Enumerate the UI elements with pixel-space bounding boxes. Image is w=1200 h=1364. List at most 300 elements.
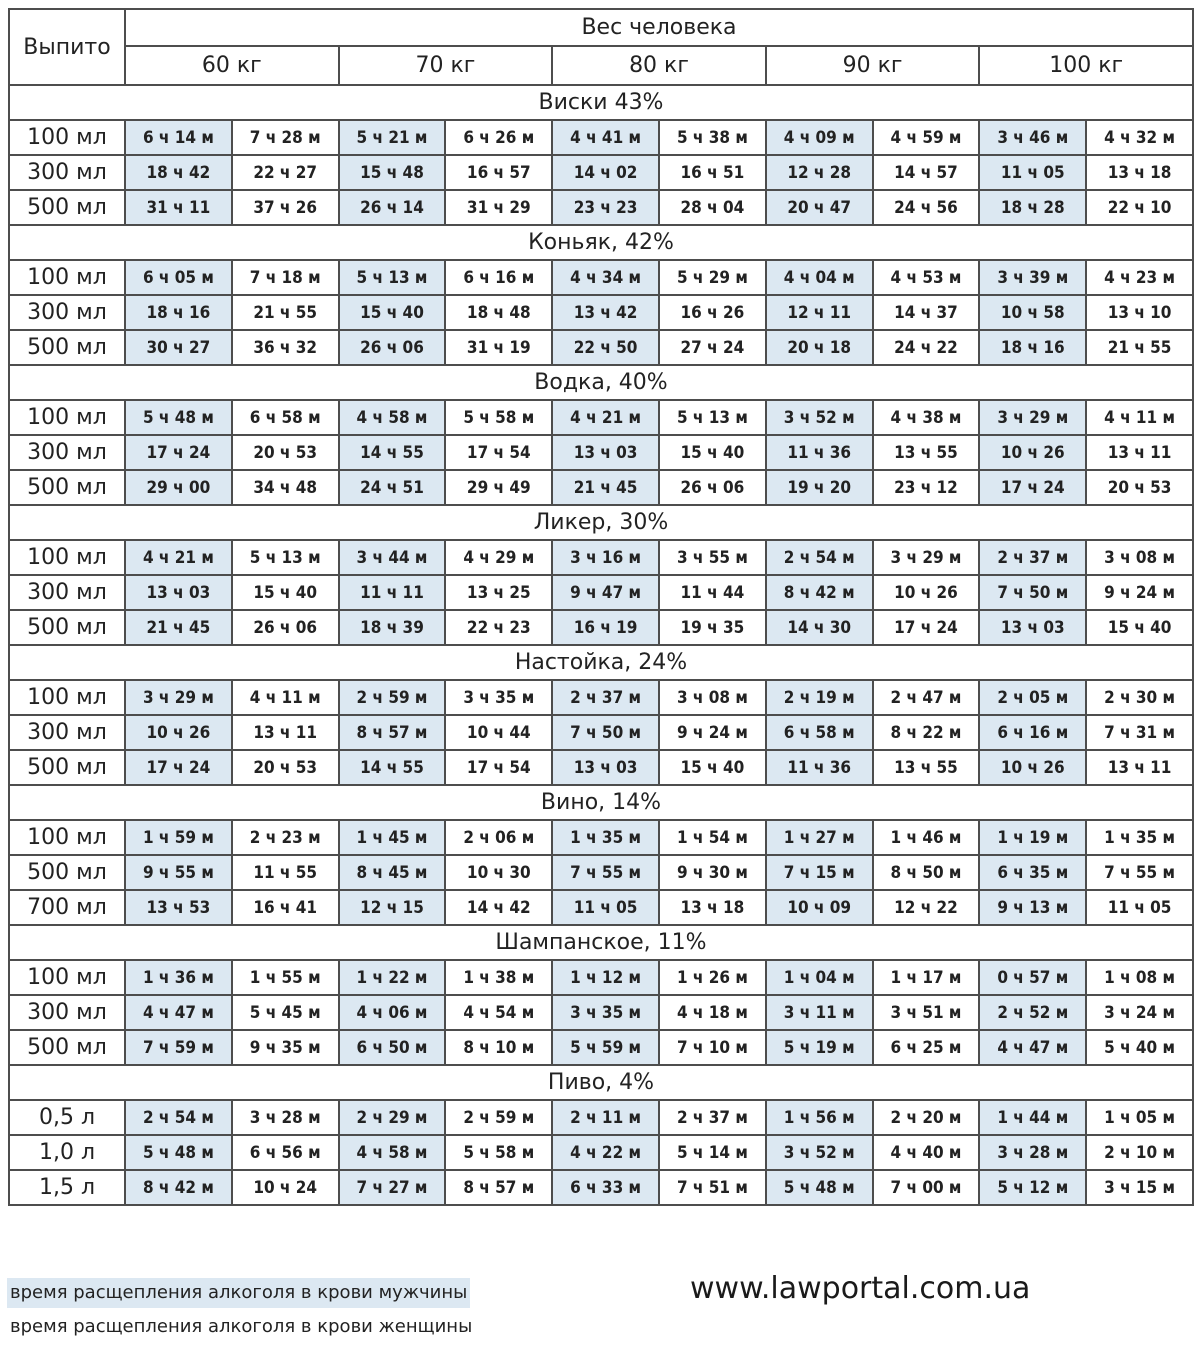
female-time-cell: 1 ч 38 м <box>445 960 552 995</box>
male-time-cell: 5 ч 48 м <box>125 1135 232 1170</box>
female-time-cell: 15 ч 40 <box>1086 610 1193 645</box>
male-time-cell: 7 ч 50 м <box>979 575 1086 610</box>
male-time-cell: 21 ч 45 <box>125 610 232 645</box>
male-time-cell: 10 ч 26 <box>979 750 1086 785</box>
female-time-cell: 21 ч 55 <box>232 295 339 330</box>
volume-cell: 100 мл <box>9 820 125 855</box>
female-time-cell: 13 ч 18 <box>659 890 766 925</box>
female-time-cell: 15 ч 40 <box>659 750 766 785</box>
female-time-cell: 1 ч 17 м <box>873 960 980 995</box>
male-time-cell: 1 ч 19 м <box>979 820 1086 855</box>
male-time-cell: 17 ч 24 <box>125 435 232 470</box>
male-time-cell: 8 ч 45 м <box>339 855 446 890</box>
female-time-cell: 7 ч 51 м <box>659 1170 766 1205</box>
male-time-cell: 6 ч 58 м <box>766 715 873 750</box>
table-row <box>9 330 1193 365</box>
male-time-cell: 4 ч 58 м <box>339 400 446 435</box>
male-time-cell: 15 ч 48 <box>339 155 446 190</box>
male-time-cell: 2 ч 37 м <box>979 540 1086 575</box>
male-time-cell: 1 ч 59 м <box>125 820 232 855</box>
male-time-cell: 15 ч 40 <box>339 295 446 330</box>
female-time-cell: 3 ч 08 м <box>1086 540 1193 575</box>
male-time-cell: 2 ч 37 м <box>552 680 659 715</box>
female-time-cell: 4 ч 11 м <box>1086 400 1193 435</box>
section-header-row <box>9 225 1193 260</box>
male-time-cell: 13 ч 03 <box>552 750 659 785</box>
volume-cell: 100 мл <box>9 960 125 995</box>
volume-cell: 1,5 л <box>9 1170 125 1205</box>
female-time-cell: 16 ч 57 <box>445 155 552 190</box>
header-row-top <box>9 9 1193 46</box>
section-header-row <box>9 85 1193 120</box>
male-time-cell: 1 ч 56 м <box>766 1100 873 1135</box>
female-time-cell: 5 ч 14 м <box>659 1135 766 1170</box>
male-time-cell: 26 ч 14 <box>339 190 446 225</box>
male-time-cell: 11 ч 05 <box>979 155 1086 190</box>
volume-cell: 100 мл <box>9 400 125 435</box>
male-time-cell: 8 ч 42 м <box>766 575 873 610</box>
table-row <box>9 155 1193 190</box>
male-time-cell: 18 ч 16 <box>979 330 1086 365</box>
male-time-cell: 20 ч 47 <box>766 190 873 225</box>
header-row-weights <box>9 46 1193 85</box>
male-time-cell: 1 ч 45 м <box>339 820 446 855</box>
volume-cell: 700 мл <box>9 890 125 925</box>
female-time-cell: 29 ч 49 <box>445 470 552 505</box>
male-time-cell: 3 ч 28 м <box>979 1135 1086 1170</box>
table-row <box>9 750 1193 785</box>
volume-cell: 0,5 л <box>9 1100 125 1135</box>
male-time-cell: 30 ч 27 <box>125 330 232 365</box>
male-time-cell: 18 ч 28 <box>979 190 1086 225</box>
section-header-row <box>9 925 1193 960</box>
female-time-cell: 7 ч 31 м <box>1086 715 1193 750</box>
volume-cell: 1,0 л <box>9 1135 125 1170</box>
male-time-cell: 10 ч 26 <box>979 435 1086 470</box>
female-time-cell: 3 ч 35 м <box>445 680 552 715</box>
section-title: Ликер, 30% <box>9 505 1193 540</box>
volume-cell: 500 мл <box>9 610 125 645</box>
website-url: www.lawportal.com.ua <box>690 1271 1031 1306</box>
female-time-cell: 28 ч 04 <box>659 190 766 225</box>
female-time-cell: 4 ч 53 м <box>873 260 980 295</box>
male-time-cell: 20 ч 18 <box>766 330 873 365</box>
female-time-cell: 1 ч 08 м <box>1086 960 1193 995</box>
male-time-cell: 3 ч 44 м <box>339 540 446 575</box>
female-time-cell: 15 ч 40 <box>659 435 766 470</box>
male-time-cell: 2 ч 11 м <box>552 1100 659 1135</box>
male-time-cell: 29 ч 00 <box>125 470 232 505</box>
female-time-cell: 10 ч 26 <box>873 575 980 610</box>
female-time-cell: 6 ч 58 м <box>232 400 339 435</box>
female-time-cell: 2 ч 47 м <box>873 680 980 715</box>
female-time-cell: 13 ч 55 <box>873 750 980 785</box>
male-time-cell: 5 ч 59 м <box>552 1030 659 1065</box>
male-time-cell: 13 ч 03 <box>125 575 232 610</box>
female-time-cell: 3 ч 29 м <box>873 540 980 575</box>
volume-cell: 500 мл <box>9 470 125 505</box>
table-row <box>9 260 1193 295</box>
male-time-cell: 3 ч 52 м <box>766 1135 873 1170</box>
male-time-cell: 4 ч 09 м <box>766 120 873 155</box>
male-time-cell: 10 ч 58 <box>979 295 1086 330</box>
male-time-cell: 2 ч 52 м <box>979 995 1086 1030</box>
alcohol-table-container <box>8 8 1192 1206</box>
section-title: Водка, 40% <box>9 365 1193 400</box>
male-time-cell: 4 ч 47 м <box>125 995 232 1030</box>
volume-cell: 100 мл <box>9 680 125 715</box>
female-time-cell: 7 ч 18 м <box>232 260 339 295</box>
male-time-cell: 3 ч 16 м <box>552 540 659 575</box>
male-time-cell: 11 ч 11 <box>339 575 446 610</box>
female-time-cell: 5 ч 13 м <box>659 400 766 435</box>
female-time-cell: 4 ч 11 м <box>232 680 339 715</box>
male-time-cell: 1 ч 22 м <box>339 960 446 995</box>
male-time-cell: 24 ч 51 <box>339 470 446 505</box>
table-row <box>9 995 1193 1030</box>
male-time-cell: 5 ч 48 м <box>766 1170 873 1205</box>
male-time-cell: 7 ч 50 м <box>552 715 659 750</box>
male-time-cell: 12 ч 28 <box>766 155 873 190</box>
female-time-cell: 10 ч 24 <box>232 1170 339 1205</box>
male-time-cell: 3 ч 46 м <box>979 120 1086 155</box>
table-row <box>9 1170 1193 1205</box>
weight-100: 100 кг <box>979 46 1193 85</box>
male-time-cell: 2 ч 29 м <box>339 1100 446 1135</box>
female-time-cell: 13 ч 10 <box>1086 295 1193 330</box>
female-time-cell: 3 ч 15 м <box>1086 1170 1193 1205</box>
male-time-cell: 6 ч 14 м <box>125 120 232 155</box>
female-time-cell: 5 ч 45 м <box>232 995 339 1030</box>
female-time-cell: 2 ч 30 м <box>1086 680 1193 715</box>
female-time-cell: 5 ч 58 м <box>445 400 552 435</box>
female-time-cell: 4 ч 32 м <box>1086 120 1193 155</box>
female-time-cell: 13 ч 11 <box>1086 750 1193 785</box>
weight-80: 80 кг <box>552 46 766 85</box>
female-time-cell: 37 ч 26 <box>232 190 339 225</box>
female-time-cell: 1 ч 54 м <box>659 820 766 855</box>
table-row <box>9 1135 1193 1170</box>
male-time-cell: 4 ч 21 м <box>552 400 659 435</box>
male-time-cell: 6 ч 50 м <box>339 1030 446 1065</box>
female-time-cell: 7 ч 10 м <box>659 1030 766 1065</box>
male-time-cell: 14 ч 55 <box>339 435 446 470</box>
female-time-cell: 5 ч 13 м <box>232 540 339 575</box>
female-time-cell: 18 ч 48 <box>445 295 552 330</box>
female-time-cell: 19 ч 35 <box>659 610 766 645</box>
volume-cell: 300 мл <box>9 715 125 750</box>
female-time-cell: 2 ч 20 м <box>873 1100 980 1135</box>
female-time-cell: 17 ч 54 <box>445 435 552 470</box>
male-time-cell: 4 ч 58 м <box>339 1135 446 1170</box>
female-time-cell: 6 ч 26 м <box>445 120 552 155</box>
female-time-cell: 5 ч 38 м <box>659 120 766 155</box>
male-time-cell: 1 ч 44 м <box>979 1100 1086 1135</box>
female-time-cell: 34 ч 48 <box>232 470 339 505</box>
female-time-cell: 4 ч 59 м <box>873 120 980 155</box>
male-time-cell: 4 ч 04 м <box>766 260 873 295</box>
table-row <box>9 540 1193 575</box>
female-time-cell: 24 ч 22 <box>873 330 980 365</box>
female-time-cell: 4 ч 40 м <box>873 1135 980 1170</box>
female-time-cell: 8 ч 22 м <box>873 715 980 750</box>
female-time-cell: 1 ч 05 м <box>1086 1100 1193 1135</box>
male-time-cell: 10 ч 26 <box>125 715 232 750</box>
male-time-cell: 17 ч 24 <box>979 470 1086 505</box>
female-time-cell: 11 ч 44 <box>659 575 766 610</box>
section-header-row <box>9 1065 1193 1100</box>
female-time-cell: 20 ч 53 <box>1086 470 1193 505</box>
legend-male: время расщепления алкоголя в крови мужчины <box>7 1278 470 1308</box>
male-time-cell: 3 ч 29 м <box>125 680 232 715</box>
male-time-cell: 3 ч 39 м <box>979 260 1086 295</box>
male-time-cell: 8 ч 57 м <box>339 715 446 750</box>
table-row <box>9 890 1193 925</box>
male-time-cell: 13 ч 53 <box>125 890 232 925</box>
male-time-cell: 5 ч 21 м <box>339 120 446 155</box>
male-time-cell: 13 ч 03 <box>979 610 1086 645</box>
section-title: Виски 43% <box>9 85 1193 120</box>
female-time-cell: 8 ч 57 м <box>445 1170 552 1205</box>
male-time-cell: 6 ч 33 м <box>552 1170 659 1205</box>
table-body <box>9 9 1193 1205</box>
male-time-cell: 2 ч 54 м <box>125 1100 232 1135</box>
female-time-cell: 8 ч 50 м <box>873 855 980 890</box>
male-time-cell: 6 ч 35 м <box>979 855 1086 890</box>
female-time-cell: 9 ч 30 м <box>659 855 766 890</box>
drunk-header: Выпито <box>9 9 125 85</box>
male-time-cell: 7 ч 59 м <box>125 1030 232 1065</box>
female-time-cell: 4 ч 18 м <box>659 995 766 1030</box>
section-header-row <box>9 365 1193 400</box>
female-time-cell: 23 ч 12 <box>873 470 980 505</box>
male-time-cell: 6 ч 05 м <box>125 260 232 295</box>
male-time-cell: 12 ч 11 <box>766 295 873 330</box>
female-time-cell: 17 ч 54 <box>445 750 552 785</box>
section-header-row <box>9 645 1193 680</box>
legend-female: время расщепления алкоголя в крови женщины <box>7 1312 475 1342</box>
female-time-cell: 1 ч 55 м <box>232 960 339 995</box>
male-time-cell: 18 ч 39 <box>339 610 446 645</box>
male-time-cell: 11 ч 05 <box>552 890 659 925</box>
male-time-cell: 13 ч 03 <box>552 435 659 470</box>
female-time-cell: 3 ч 28 м <box>232 1100 339 1135</box>
volume-cell: 500 мл <box>9 1030 125 1065</box>
male-time-cell: 4 ч 22 м <box>552 1135 659 1170</box>
volume-cell: 300 мл <box>9 435 125 470</box>
male-time-cell: 2 ч 59 м <box>339 680 446 715</box>
male-time-cell: 4 ч 21 м <box>125 540 232 575</box>
volume-cell: 500 мл <box>9 855 125 890</box>
female-time-cell: 3 ч 55 м <box>659 540 766 575</box>
female-time-cell: 20 ч 53 <box>232 750 339 785</box>
female-time-cell: 10 ч 30 <box>445 855 552 890</box>
female-time-cell: 22 ч 10 <box>1086 190 1193 225</box>
male-time-cell: 1 ч 12 м <box>552 960 659 995</box>
female-time-cell: 36 ч 32 <box>232 330 339 365</box>
weight-70: 70 кг <box>339 46 553 85</box>
female-time-cell: 26 ч 06 <box>232 610 339 645</box>
male-time-cell: 1 ч 04 м <box>766 960 873 995</box>
female-time-cell: 5 ч 58 м <box>445 1135 552 1170</box>
male-time-cell: 9 ч 55 м <box>125 855 232 890</box>
male-time-cell: 6 ч 16 м <box>979 715 1086 750</box>
table-row <box>9 190 1193 225</box>
female-time-cell: 13 ч 11 <box>1086 435 1193 470</box>
male-time-cell: 4 ч 06 м <box>339 995 446 1030</box>
female-time-cell: 22 ч 23 <box>445 610 552 645</box>
weight-60: 60 кг <box>125 46 339 85</box>
female-time-cell: 2 ч 10 м <box>1086 1135 1193 1170</box>
female-time-cell: 27 ч 24 <box>659 330 766 365</box>
male-time-cell: 9 ч 47 м <box>552 575 659 610</box>
female-time-cell: 1 ч 26 м <box>659 960 766 995</box>
male-time-cell: 7 ч 15 м <box>766 855 873 890</box>
female-time-cell: 6 ч 56 м <box>232 1135 339 1170</box>
female-time-cell: 12 ч 22 <box>873 890 980 925</box>
section-header-row <box>9 785 1193 820</box>
male-time-cell: 19 ч 20 <box>766 470 873 505</box>
female-time-cell: 3 ч 24 м <box>1086 995 1193 1030</box>
male-time-cell: 11 ч 36 <box>766 750 873 785</box>
female-time-cell: 2 ч 37 м <box>659 1100 766 1135</box>
female-time-cell: 2 ч 59 м <box>445 1100 552 1135</box>
volume-cell: 300 мл <box>9 155 125 190</box>
male-time-cell: 14 ч 02 <box>552 155 659 190</box>
female-time-cell: 6 ч 25 м <box>873 1030 980 1065</box>
volume-cell: 100 мл <box>9 260 125 295</box>
table-row <box>9 295 1193 330</box>
female-time-cell: 9 ч 24 м <box>659 715 766 750</box>
table-row <box>9 715 1193 750</box>
female-time-cell: 3 ч 51 м <box>873 995 980 1030</box>
female-time-cell: 17 ч 24 <box>873 610 980 645</box>
alcohol-elimination-table <box>8 8 1194 1206</box>
male-time-cell: 3 ч 52 м <box>766 400 873 435</box>
table-row <box>9 1100 1193 1135</box>
male-time-cell: 4 ч 47 м <box>979 1030 1086 1065</box>
male-time-cell: 5 ч 48 м <box>125 400 232 435</box>
female-time-cell: 11 ч 05 <box>1086 890 1193 925</box>
female-time-cell: 5 ч 40 м <box>1086 1030 1193 1065</box>
female-time-cell: 22 ч 27 <box>232 155 339 190</box>
male-time-cell: 5 ч 12 м <box>979 1170 1086 1205</box>
male-time-cell: 1 ч 36 м <box>125 960 232 995</box>
female-time-cell: 13 ч 55 <box>873 435 980 470</box>
female-time-cell: 4 ч 38 м <box>873 400 980 435</box>
female-time-cell: 31 ч 29 <box>445 190 552 225</box>
male-time-cell: 23 ч 23 <box>552 190 659 225</box>
female-time-cell: 8 ч 10 м <box>445 1030 552 1065</box>
male-time-cell: 26 ч 06 <box>339 330 446 365</box>
female-time-cell: 10 ч 44 <box>445 715 552 750</box>
section-title: Пиво, 4% <box>9 1065 1193 1100</box>
female-time-cell: 20 ч 53 <box>232 435 339 470</box>
volume-cell: 100 мл <box>9 540 125 575</box>
male-time-cell: 0 ч 57 м <box>979 960 1086 995</box>
female-time-cell: 11 ч 55 <box>232 855 339 890</box>
male-time-cell: 10 ч 09 <box>766 890 873 925</box>
female-time-cell: 7 ч 55 м <box>1086 855 1193 890</box>
table-row <box>9 470 1193 505</box>
volume-cell: 300 мл <box>9 575 125 610</box>
female-time-cell: 16 ч 51 <box>659 155 766 190</box>
male-time-cell: 18 ч 42 <box>125 155 232 190</box>
male-time-cell: 1 ч 27 м <box>766 820 873 855</box>
table-row <box>9 960 1193 995</box>
female-time-cell: 3 ч 08 м <box>659 680 766 715</box>
male-time-cell: 7 ч 27 м <box>339 1170 446 1205</box>
female-time-cell: 15 ч 40 <box>232 575 339 610</box>
female-time-cell: 14 ч 57 <box>873 155 980 190</box>
section-title: Вино, 14% <box>9 785 1193 820</box>
male-time-cell: 31 ч 11 <box>125 190 232 225</box>
male-time-cell: 11 ч 36 <box>766 435 873 470</box>
male-time-cell: 3 ч 35 м <box>552 995 659 1030</box>
male-time-cell: 16 ч 19 <box>552 610 659 645</box>
male-time-cell: 5 ч 19 м <box>766 1030 873 1065</box>
male-time-cell: 14 ч 30 <box>766 610 873 645</box>
female-time-cell: 16 ч 41 <box>232 890 339 925</box>
male-time-cell: 8 ч 42 м <box>125 1170 232 1205</box>
volume-cell: 500 мл <box>9 750 125 785</box>
male-time-cell: 13 ч 42 <box>552 295 659 330</box>
male-time-cell: 4 ч 41 м <box>552 120 659 155</box>
female-time-cell: 4 ч 23 м <box>1086 260 1193 295</box>
female-time-cell: 7 ч 00 м <box>873 1170 980 1205</box>
male-time-cell: 2 ч 19 м <box>766 680 873 715</box>
male-time-cell: 3 ч 29 м <box>979 400 1086 435</box>
female-time-cell: 13 ч 25 <box>445 575 552 610</box>
female-time-cell: 4 ч 54 м <box>445 995 552 1030</box>
volume-cell: 300 мл <box>9 995 125 1030</box>
female-time-cell: 14 ч 42 <box>445 890 552 925</box>
male-time-cell: 21 ч 45 <box>552 470 659 505</box>
section-header-row <box>9 505 1193 540</box>
male-time-cell: 1 ч 35 м <box>552 820 659 855</box>
female-time-cell: 1 ч 46 м <box>873 820 980 855</box>
female-time-cell: 2 ч 23 м <box>232 820 339 855</box>
male-time-cell: 9 ч 13 м <box>979 890 1086 925</box>
table-row <box>9 680 1193 715</box>
male-time-cell: 4 ч 34 м <box>552 260 659 295</box>
section-title: Коньяк, 42% <box>9 225 1193 260</box>
female-time-cell: 4 ч 29 м <box>445 540 552 575</box>
female-time-cell: 14 ч 37 <box>873 295 980 330</box>
male-time-cell: 5 ч 13 м <box>339 260 446 295</box>
volume-cell: 500 мл <box>9 190 125 225</box>
female-time-cell: 9 ч 35 м <box>232 1030 339 1065</box>
female-time-cell: 7 ч 28 м <box>232 120 339 155</box>
female-time-cell: 26 ч 06 <box>659 470 766 505</box>
female-time-cell: 31 ч 19 <box>445 330 552 365</box>
weight-90: 90 кг <box>766 46 980 85</box>
section-title: Настойка, 24% <box>9 645 1193 680</box>
male-time-cell: 2 ч 05 м <box>979 680 1086 715</box>
female-time-cell: 24 ч 56 <box>873 190 980 225</box>
table-row <box>9 435 1193 470</box>
female-time-cell: 13 ч 18 <box>1086 155 1193 190</box>
male-time-cell: 3 ч 11 м <box>766 995 873 1030</box>
table-row <box>9 855 1193 890</box>
male-time-cell: 2 ч 54 м <box>766 540 873 575</box>
male-time-cell: 17 ч 24 <box>125 750 232 785</box>
female-time-cell: 9 ч 24 м <box>1086 575 1193 610</box>
male-time-cell: 12 ч 15 <box>339 890 446 925</box>
female-time-cell: 5 ч 29 м <box>659 260 766 295</box>
table-row <box>9 575 1193 610</box>
female-time-cell: 6 ч 16 м <box>445 260 552 295</box>
